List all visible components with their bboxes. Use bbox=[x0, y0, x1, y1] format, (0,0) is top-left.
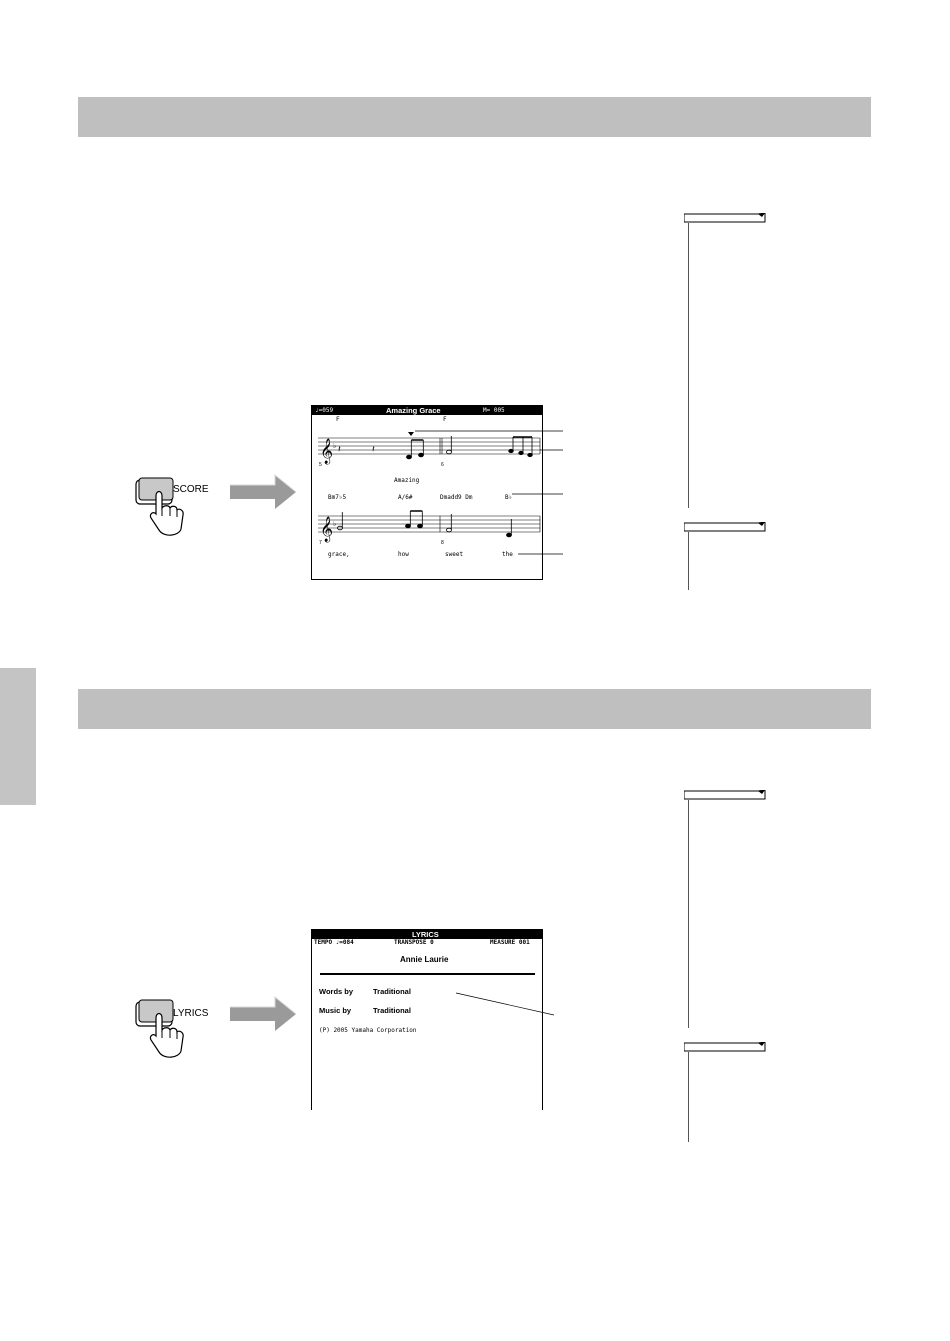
score-chord: Bm7♭5 bbox=[328, 494, 347, 501]
score-lyric: Amazing bbox=[394, 477, 420, 484]
svg-text:𝄽: 𝄽 bbox=[372, 444, 375, 454]
note-rule-2 bbox=[688, 532, 689, 590]
lyrics-callout-line bbox=[450, 985, 560, 1025]
score-lyric: grace, bbox=[328, 551, 350, 558]
score-song-title: Amazing Grace bbox=[386, 406, 441, 415]
score-lyric: how bbox=[398, 551, 409, 558]
lyrics-copyright: (P) 2005 Yamaha Corporation bbox=[319, 1027, 417, 1034]
score-button-label[interactable]: SCORE bbox=[173, 484, 209, 495]
svg-text:𝄞: 𝄞 bbox=[320, 517, 334, 542]
lyrics-header-label: LYRICS bbox=[412, 930, 439, 939]
lyrics-transpose: TRANSPOSE 0 bbox=[394, 939, 434, 946]
music-by-label: Music by bbox=[319, 1006, 352, 1015]
lyrics-tempo: TEMPO ♩=084 bbox=[314, 939, 354, 946]
score-chord: A/6# bbox=[398, 494, 413, 501]
score-tempo: ♩=059 bbox=[315, 407, 334, 414]
lyrics-title-rule bbox=[320, 973, 535, 975]
measure-number: 7 bbox=[319, 540, 322, 546]
words-by-value: Traditional bbox=[373, 987, 411, 996]
score-chord: B♭ bbox=[505, 494, 513, 501]
note-tab-4 bbox=[684, 1042, 766, 1052]
score-callout-lines bbox=[400, 420, 570, 570]
lyrics-section-header-band bbox=[78, 689, 871, 729]
note-rule-4 bbox=[688, 1052, 689, 1142]
score-lyric: sweet bbox=[445, 551, 464, 558]
svg-text:♭: ♭ bbox=[333, 521, 337, 528]
note-tab-3 bbox=[684, 790, 766, 800]
words-by-label: Words by bbox=[319, 987, 354, 996]
measure-number: 5 bbox=[319, 462, 322, 468]
arrow-right-icon bbox=[228, 473, 298, 511]
lyrics-measure: MEASURE 001 bbox=[490, 939, 530, 946]
score-chord: Dmadd9 Dm bbox=[440, 494, 473, 501]
measure-number: 6 bbox=[441, 462, 444, 468]
svg-text:♭: ♭ bbox=[333, 443, 337, 450]
music-by-value: Traditional bbox=[373, 1006, 411, 1015]
note-tab-2 bbox=[684, 522, 766, 532]
score-display-header bbox=[312, 406, 542, 415]
arrow-right-icon bbox=[228, 995, 298, 1033]
svg-text:𝄽: 𝄽 bbox=[338, 444, 341, 454]
lyrics-button-illustration bbox=[134, 996, 214, 1062]
note-rule-1 bbox=[688, 223, 689, 508]
note-rule-3 bbox=[688, 800, 689, 1028]
lyrics-button-label[interactable]: LYRICS bbox=[173, 1008, 209, 1019]
score-chord: F bbox=[336, 416, 340, 423]
svg-text:𝄞: 𝄞 bbox=[320, 439, 334, 464]
score-measure: M= 005 bbox=[483, 407, 505, 414]
measure-number: 8 bbox=[441, 540, 444, 546]
lyrics-song-title: Annie Laurie bbox=[400, 955, 449, 964]
chapter-side-tab bbox=[0, 668, 36, 805]
score-chord: F bbox=[443, 416, 447, 423]
score-section-header-band bbox=[78, 97, 871, 137]
score-lyric: the bbox=[502, 551, 513, 558]
lyrics-display-header bbox=[312, 930, 542, 939]
note-tab-1 bbox=[684, 213, 766, 223]
